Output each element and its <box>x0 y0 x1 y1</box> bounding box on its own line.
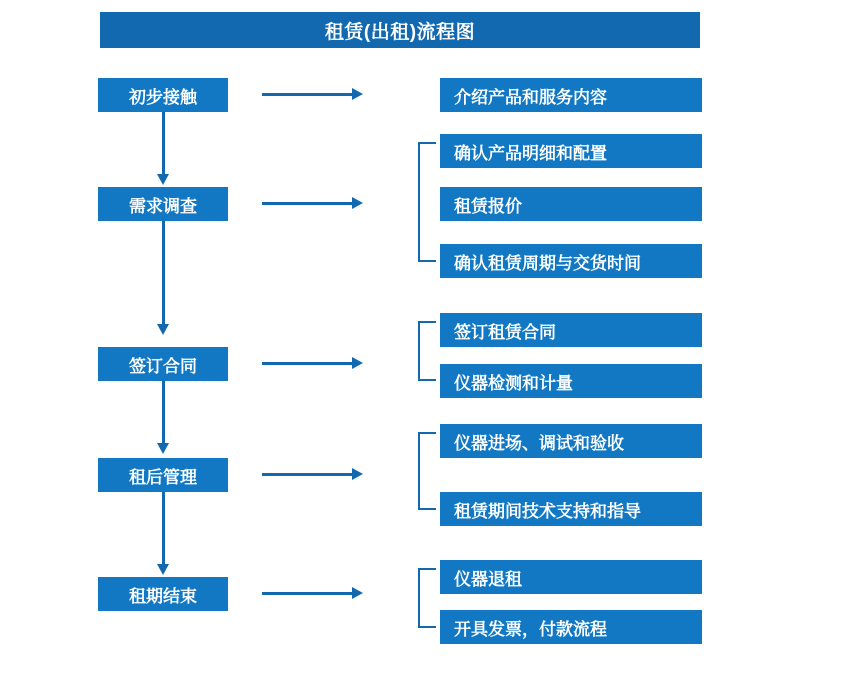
detail-node-confirm-product-spec[interactable]: 确认产品明细和配置 <box>440 134 702 168</box>
detail-node-instrument-inspection[interactable]: 仪器检测和计量 <box>440 364 702 398</box>
connector-vertical-1 <box>162 112 165 175</box>
stage-node-post-lease-management[interactable]: 租后管理 <box>98 458 228 492</box>
detail-node-lease-quotation[interactable]: 租赁报价 <box>440 187 702 221</box>
connector-arrow-right-4 <box>262 473 352 476</box>
connector-vertical-3 <box>162 381 165 444</box>
stage-node-requirement-survey[interactable]: 需求调查 <box>98 187 228 221</box>
detail-node-confirm-lease-period[interactable]: 确认租赁周期与交货时间 <box>440 244 702 278</box>
arrowhead-right-icon <box>352 197 363 209</box>
stage-node-initial-contact[interactable]: 初步接触 <box>98 78 228 112</box>
page-title: 租赁(出租)流程图 <box>100 12 700 48</box>
detail-node-instrument-return[interactable]: 仪器退租 <box>440 560 702 594</box>
arrowhead-down-icon <box>157 174 169 185</box>
arrowhead-down-icon <box>157 324 169 335</box>
stage-node-lease-end[interactable]: 租期结束 <box>98 577 228 611</box>
group-bracket-2 <box>418 321 436 381</box>
detail-node-invoice-payment[interactable]: 开具发票，付款流程 <box>440 610 702 644</box>
connector-arrow-right-3 <box>262 362 352 365</box>
connector-arrow-right-2 <box>262 202 352 205</box>
arrowhead-right-icon <box>352 587 363 599</box>
arrowhead-right-icon <box>352 468 363 480</box>
connector-vertical-2 <box>162 221 165 325</box>
detail-node-instrument-entry-commissioning[interactable]: 仪器进场、调试和验收 <box>440 424 702 458</box>
group-bracket-1 <box>418 142 436 262</box>
arrowhead-down-icon <box>157 443 169 454</box>
arrowhead-right-icon <box>352 88 363 100</box>
detail-node-technical-support[interactable]: 租赁期间技术支持和指导 <box>440 492 702 526</box>
detail-node-introduce-products[interactable]: 介绍产品和服务内容 <box>440 78 702 112</box>
arrowhead-down-icon <box>157 564 169 575</box>
detail-node-sign-lease-contract[interactable]: 签订租赁合同 <box>440 313 702 347</box>
stage-node-sign-contract[interactable]: 签订合同 <box>98 347 228 381</box>
group-bracket-3 <box>418 432 436 510</box>
connector-arrow-right-5 <box>262 592 352 595</box>
connector-vertical-4 <box>162 492 165 565</box>
arrowhead-right-icon <box>352 357 363 369</box>
connector-arrow-right-1 <box>262 93 352 96</box>
group-bracket-4 <box>418 568 436 628</box>
